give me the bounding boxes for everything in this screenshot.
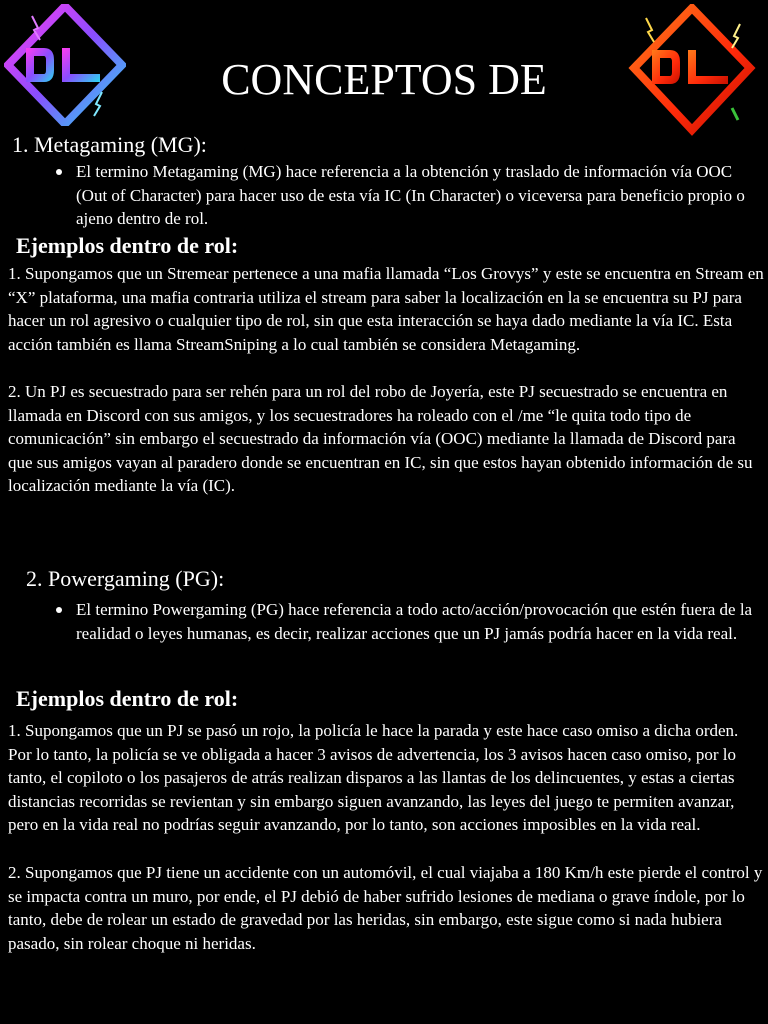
example-metagaming-2: 2. Un PJ es secuestrado para ser rehén para un rol del robo de Joyería, este PJ secuestrado se encuentra en llamada en Discord con sus amigos, y los secuestradores ha roleado con el /me “le quita todo tipo de comunicación” sin embargo el secuestrado da información vía (OOC) mediante la llamada de Discord para que sus amigos vayan al paradero donde se encuentran en IC, sin que estos hayan obtenido información de su localización mediante la vía (IC). [8, 382, 753, 495]
example-powergaming-1: 1. Supongamos que un PJ se pasó un rojo, la policía le hace la parada y este hace caso omiso a dicha orden. Por lo tanto, la policía se ve obligada a hacer 3 avisos de advertencia, los 3 avisos hacen caso omiso, por lo tanto, el copiloto o los pasajeros de atrás realizan disparos a las llantas de los delincuentes, y estas a ciertas distancias recorridas se revientan y sin embargo siguen avanzando, las leyes del juego te permiten avanzar, pero en la vida real no podrías seguir avanzando, por lo tanto, son acciones imposibles en la vida real. [8, 721, 739, 834]
examples-heading-powergaming: Ejemplos dentro de rol: [16, 686, 239, 711]
bullet-metagaming-definition: El termino Metagaming (MG) hace referencia a la obtención y traslado de información vía OOC (Out of Character) para hacer uso de esta vía IC (In Character) o viceversa para beneficio propio o ajeno dentro de rol. [76, 160, 764, 231]
page-title: CONCEPTOS DE [221, 55, 547, 104]
section-heading-powergaming: 2. Powergaming (PG): [26, 566, 225, 591]
bullet-powergaming-definition: El termino Powergaming (PG) hace referencia a todo acto/acción/provocación que estén fuera de la realidad o leyes humanas, es decir, realizar acciones que un PJ jamás podría hacer en la vida real. [76, 598, 764, 645]
examples-heading-metagaming: Ejemplos dentro de rol: [16, 233, 239, 258]
section-heading-metagaming: 1. Metagaming (MG): [12, 132, 207, 157]
example-powergaming-2: 2. Supongamos que PJ tiene un accidente con un automóvil, el cual viajaba a 180 Km/h este pierde el control y se impacta contra un muro, por ende, el PJ debió de haber sufrido lesiones de mediana o grave índole, por lo tanto, debe de rolear un estado de gravedad por las heridas, sin embargo, este sigue como si nada hubiera pasado, sin rolear choque ni heridas. [8, 863, 763, 953]
example-metagaming-1: 1. Supongamos que un Stremear pertenece a una mafia llamada “Los Grovys” y este se encuentra en Stream en “X” plataforma, una mafia contraria utiliza el stream para saber la localización en la se encuentra su PJ para hacer un rol agresivo o cualquier tipo de rol, sin que esta interacción se haya dado mediante la vía IC. Esta acción también es llama StreamSniping a lo cual también se considera Metagaming. [8, 264, 764, 354]
